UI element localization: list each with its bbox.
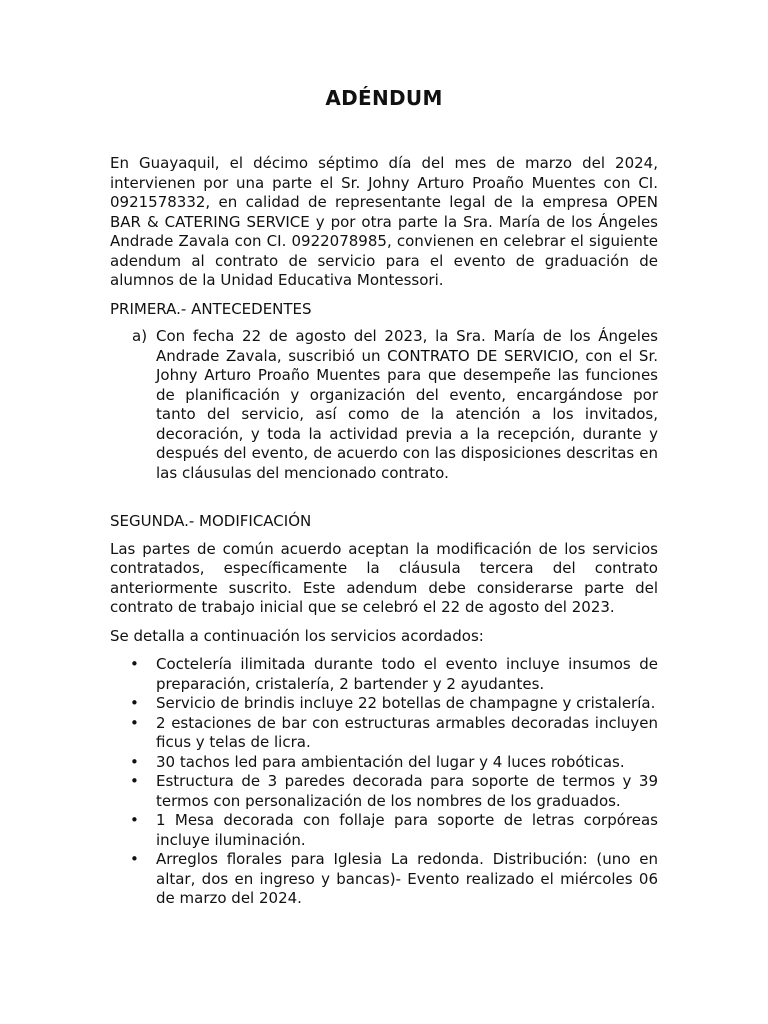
service-item-text: 30 tachos led para ambientación del lugar y 4 luces robóticas.	[156, 752, 625, 771]
service-item-text: 2 estaciones de bar con estructuras armables decoradas incluyen ficus y telas de licra.	[156, 713, 658, 751]
antecedentes-list	[110, 327, 658, 483]
service-item-text: Coctelería ilimitada durante todo el evento incluye insumos de preparación, cristalería, 2 bartender y 2 ayudantes.	[156, 655, 658, 693]
list-marker: a)	[132, 327, 148, 345]
bullet-icon: •	[130, 811, 139, 829]
bullet-icon: •	[130, 752, 139, 771]
list-item	[110, 850, 658, 909]
bullet-icon: •	[130, 772, 139, 790]
service-item-text: Arreglos florales para Iglesia La redonda. Distribución: (uno en altar, dos en ingreso y bancas)- Evento realizado el miércoles 06 de marzo del 2024.	[156, 850, 658, 907]
services-list	[110, 655, 658, 909]
bullet-icon: •	[130, 694, 139, 712]
services-intro: Se detalla a continuación los servicios acordados:	[110, 626, 484, 645]
list-item	[110, 772, 658, 811]
section-heading-segunda: SEGUNDA.- MODIFICACIÓN	[110, 512, 312, 530]
bullet-icon: •	[130, 850, 139, 868]
list-item	[110, 655, 658, 694]
list-item	[110, 694, 658, 714]
section-heading-primera: PRIMERA.- ANTECEDENTES	[110, 299, 312, 318]
document-page	[110, 84, 658, 909]
bullet-icon: •	[130, 655, 139, 673]
list-item	[110, 327, 658, 483]
modification-paragraph: Las partes de común acuerdo aceptan la modificación de los servicios contratados, específicamente la cláusula tercera del contrato anteriormente suscrito. Este adendum debe considerarse parte del contrato de trabajo inicial que se celebró el 22 de agosto del 2023.	[110, 539, 658, 616]
bullet-icon: •	[130, 713, 139, 732]
list-item-text: Con fecha 22 de agosto del 2023, la Sra. María de los Ángeles Andrade Zavala, suscribió un CONTRATO DE SERVICIO, con el Sr. Johny Arturo Proaño Muentes para que desempeñe las funciones de planificación y organización del evento, encargándose por tanto del servicio, así como de la atención a los invitados, decoración, y toda la actividad previa a la recepción, durante y después del evento, de acuerdo con las disposiciones descritas en las cláusulas del mencionado contrato.	[156, 327, 658, 482]
list-item	[110, 811, 658, 850]
intro-paragraph: En Guayaquil, el décimo séptimo día del mes de marzo del 2024, intervienen por una parte el Sr. Johny Arturo Proaño Muentes con CI. 0921578332, en calidad de representante legal de la empresa OPEN BAR & CATERING SERVICE y por otra parte la Sra. María de los Ángeles Andrade Zavala con CI. 0922078985, convienen en celebrar el siguiente adendum al contrato de servicio para el evento de graduación de alumnos de la Unidad Educativa Montessori.	[110, 154, 658, 289]
list-item	[110, 753, 658, 773]
service-item-text: Estructura de 3 paredes decorada para soporte de termos y 39 termos con personalización de los nombres de los graduados.	[156, 772, 658, 810]
document-title: ADÉNDUM	[325, 86, 443, 110]
list-item	[110, 714, 658, 753]
service-item-text: Servicio de brindis incluye 22 botellas de champagne y cristalería.	[156, 694, 656, 712]
service-item-text: 1 Mesa decorada con follaje para soporte de letras corpóreas incluye iluminación.	[156, 811, 658, 849]
